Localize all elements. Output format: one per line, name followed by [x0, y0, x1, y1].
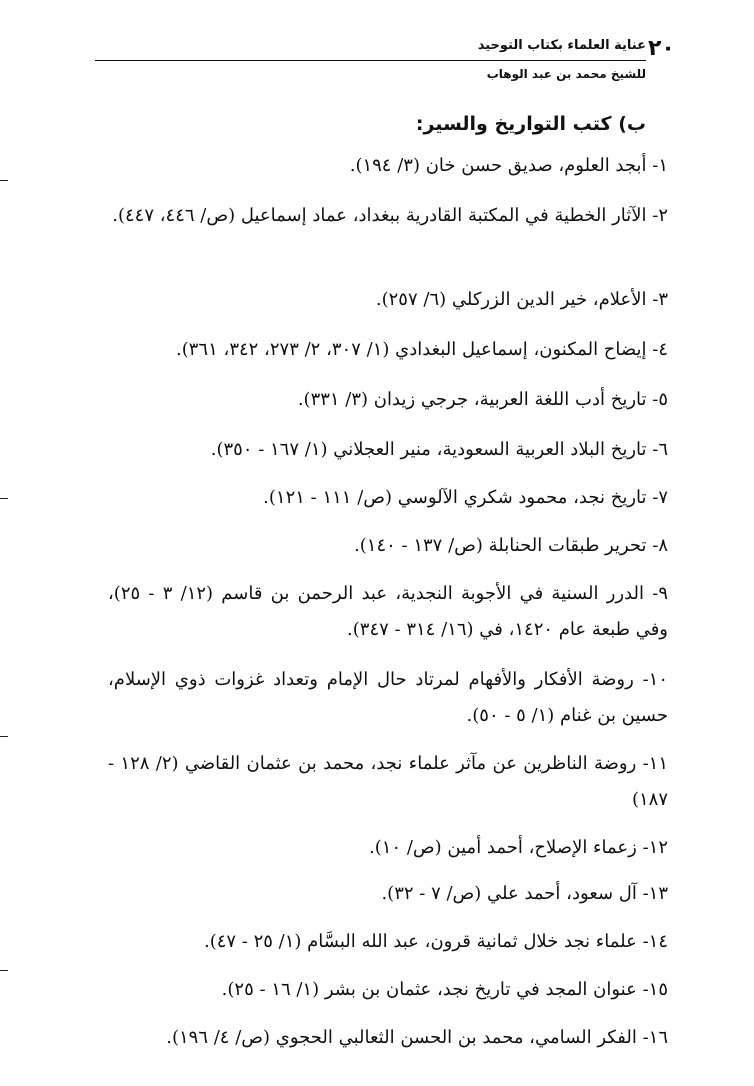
scan-edge-mark: [0, 180, 8, 181]
entry-number: ١١: [648, 753, 669, 774]
list-item: [108, 662, 668, 734]
list-item: [108, 972, 668, 1008]
entry-text: - علماء نجد خلال ثمانية قرون، عبد الله البسَّام (١/ ٢٥ - ٤٧).: [203, 931, 649, 952]
list-item: [108, 332, 668, 368]
entry-text: - إيضاح المكنون، إسماعيل البغدادي (١/ ٣٠٧، ٢/ ٢٧٣، ٣٤٢، ٣٦١).: [176, 339, 659, 360]
entry-text: - الفكر السامي، محمد بن الحسن الثعالبي الحجوي (ص/ ٤/ ١٩٦).: [166, 1027, 649, 1048]
entry-number: ١: [658, 155, 668, 176]
entry-number: ٢: [658, 205, 668, 226]
list-item: [108, 746, 668, 818]
list-item: [108, 924, 668, 960]
entry-text: - عنوان المجد في تاريخ نجد، عثمان بن بشر (١/ ١٦ - ٢٥).: [221, 979, 649, 1000]
scan-edge-mark: [0, 970, 8, 971]
list-item: [108, 876, 668, 912]
entry-number: ٨: [658, 535, 668, 556]
list-item: [108, 282, 668, 318]
entry-number: ١٤: [648, 931, 668, 952]
entry-number: ٧: [658, 487, 668, 508]
list-item: [108, 382, 668, 418]
entry-text: - الدرر السنية في الأجوبة النجدية، عبد الرحمن بن قاسم (١٢/ ٣ - ٢٥)، وفي طبعة عام ١٤٢٠، في (١٦/ ٣١٤ - ٣٤٧).: [108, 583, 668, 640]
list-item: [108, 830, 668, 866]
list-item: [108, 1020, 668, 1056]
entry-number: ٤: [658, 339, 668, 360]
entry-number: ١٥: [648, 979, 668, 1000]
entry-text: - تاريخ أدب اللغة العربية، جرجي زيدان (٣/ ٣٣١).: [297, 389, 659, 410]
entry-number: ١٣: [648, 883, 668, 904]
running-header-subtitle: للشيخ محمد بن عبد الوهاب: [486, 67, 646, 81]
list-item: [108, 528, 668, 564]
entry-text: - زعماء الإصلاح، أحمد أمين (ص/ ١٠).: [369, 837, 649, 858]
page-number: ٢٠: [648, 36, 675, 61]
entry-number: ١٢: [648, 837, 668, 858]
entry-text: - أبجد العلوم، صديق حسن خان (٣/ ١٩٤).: [349, 155, 659, 176]
entry-number: ٦: [658, 439, 668, 460]
scan-edge-mark: [0, 498, 8, 499]
entry-text: - روضة الناظرين عن مآثر علماء نجد، محمد بن عثمان القاضي (٢/ ١٢٨ - ١٨٧): [108, 753, 668, 810]
entry-text: - تاريخ البلاد العربية السعودية، منير العجلاني (١/ ١٦٧ - ٣٥٠).: [210, 439, 659, 460]
entry-number: ١٦: [648, 1027, 668, 1048]
running-header-title: عناية العلماء بكتاب التوحيد: [477, 38, 646, 53]
entry-number: ٩: [658, 583, 668, 604]
list-item: [108, 148, 668, 184]
scan-edge-mark: [0, 736, 8, 737]
section-heading: ب) كتب التواريخ والسير:: [415, 113, 646, 135]
entry-text: - آل سعود، أحمد علي (ص/ ٧ - ٣٢).: [381, 883, 649, 904]
list-item: [108, 576, 668, 648]
list-item: [108, 480, 668, 516]
entry-text: - روضة الأفكار والأفهام لمرتاد حال الإمام وتعداد غزوات ذوي الإسلام، حسين بن غنام (١/ ٥ - ٥٠).: [108, 669, 668, 726]
entry-text: - تحرير طبقات الحنابلة (ص/ ١٣٧ - ١٤٠).: [354, 535, 659, 556]
list-item: [108, 432, 668, 468]
entry-number: ١٠: [648, 669, 668, 690]
entry-number: ٣: [658, 289, 668, 310]
entry-text: - الآثار الخطية في المكتبة القادرية ببغداد، عماد إسماعيل (ص/ ٤٤٦، ٤٤٧).: [112, 205, 659, 226]
header-rule: [95, 60, 646, 61]
entry-text: - تاريخ نجد، محمود شكري الآلوسي (ص/ ١١١ - ١٢١).: [263, 487, 659, 508]
list-item: [108, 198, 668, 234]
entry-number: ٥: [658, 389, 668, 410]
entry-text: - الأعلام، خير الدين الزركلي (٦/ ٢٥٧).: [375, 289, 659, 310]
